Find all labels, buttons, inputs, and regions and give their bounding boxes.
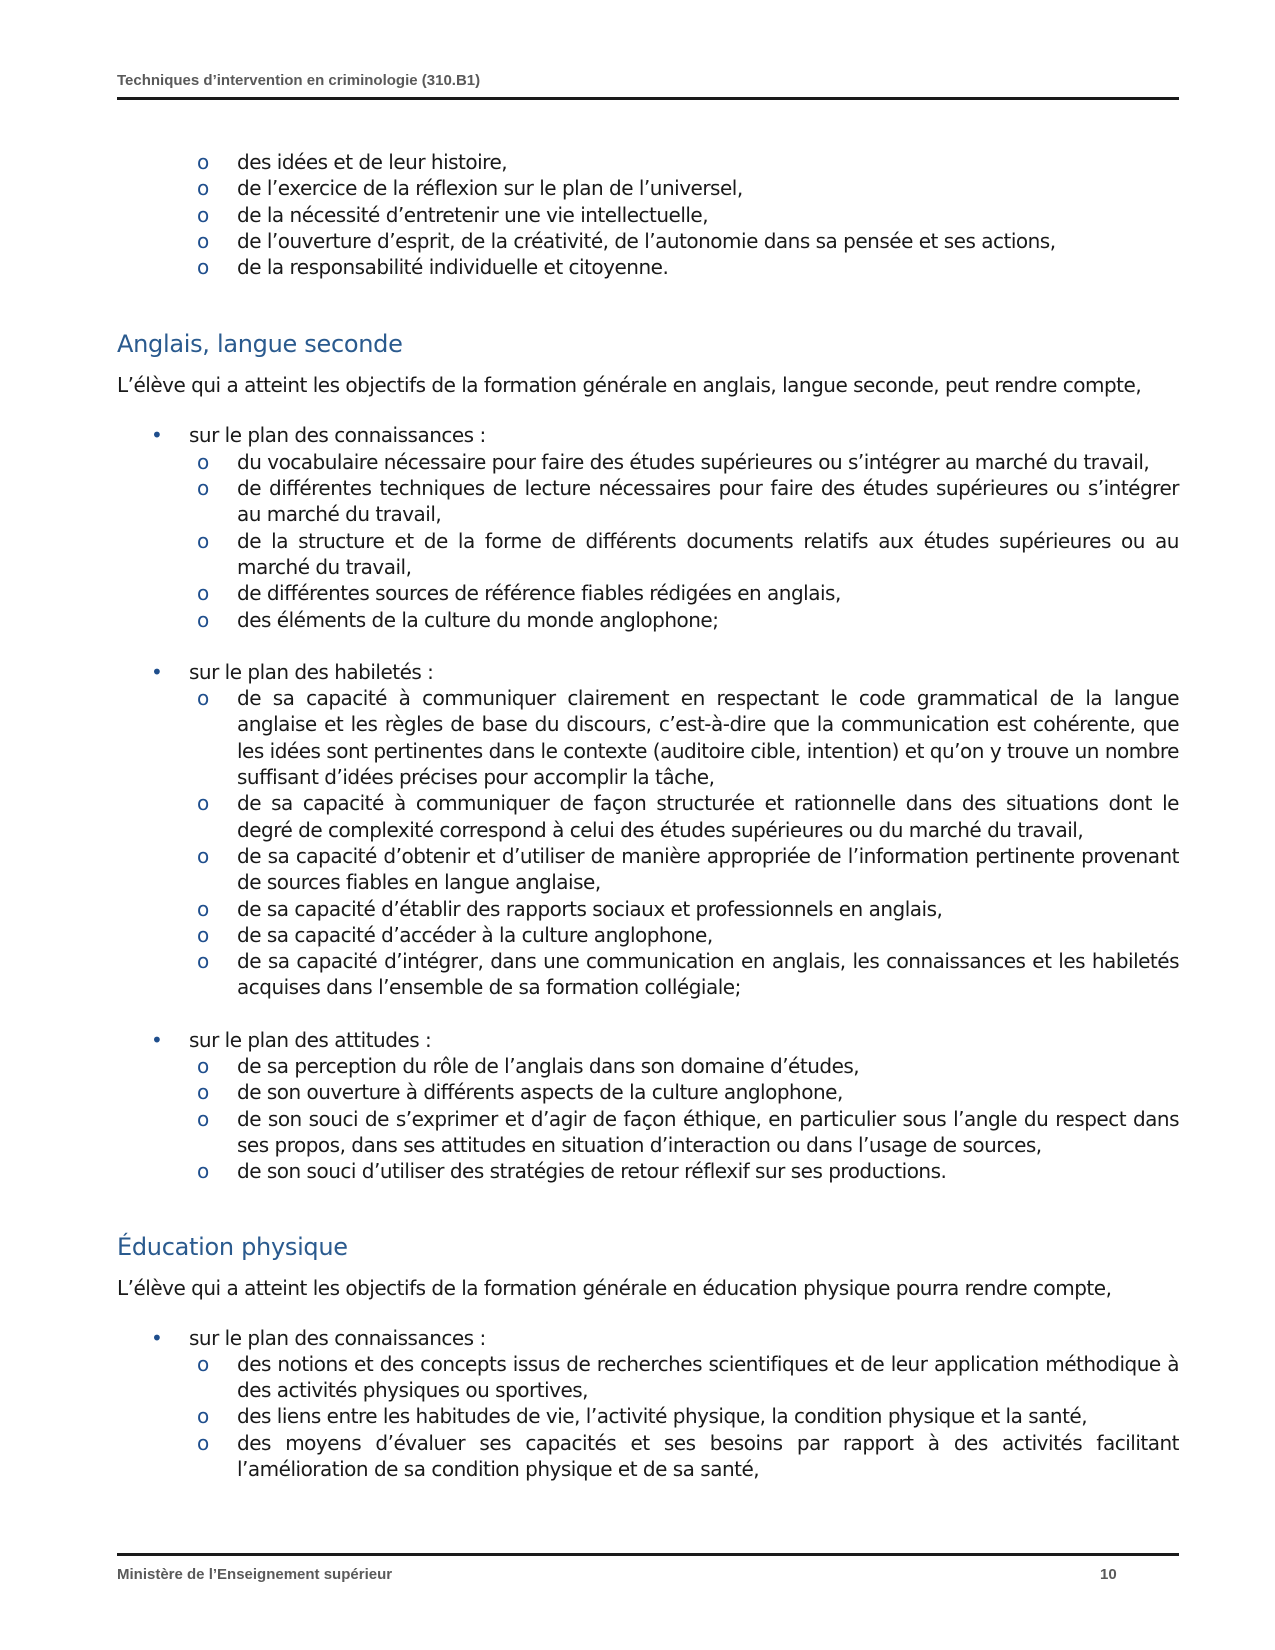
list-item: o de différentes techniques de lecture nécessaires pour faire des études supérieures ou s’intégrer au marché du travail, (237, 475, 1179, 528)
list-item: o de sa capacité d’obtenir et d’utiliser de manière appropriée de l’information pertinente provenant de sources fiables en langue anglaise, (237, 843, 1179, 896)
page-number: 10 (1100, 1566, 1117, 1583)
section-intro: L’élève qui a atteint les objectifs de la formation générale en anglais, langue seconde, peut rendre compte, (117, 373, 1142, 398)
sub-list (117, 1053, 1179, 1184)
list-item: o de la structure et de la forme de différents documents relatifs aux études supérieures ou au marché du travail, (237, 528, 1179, 581)
page-content (117, 149, 1179, 1482)
sub-list (117, 449, 1179, 633)
list-item: o des idées et de leur histoire, (237, 149, 1179, 175)
bullet-group (117, 659, 1179, 1001)
anglais-groups (117, 422, 1179, 1184)
education-groups (117, 1325, 1179, 1483)
bullet-group (117, 1325, 1179, 1483)
list-item: o de différentes sources de référence fiables rédigées en anglais, (237, 580, 1179, 606)
bullet-group (117, 1027, 1179, 1185)
list-item: o de l’exercice de la réflexion sur le plan de l’universel, (237, 175, 1179, 201)
list-item: o de son ouverture à différents aspects de la culture anglophone, (237, 1079, 1179, 1105)
list-item: o des notions et des concepts issus de recherches scientifiques et de leur application méthodique à des activités physiques ou sportives, (237, 1351, 1179, 1404)
page-footer (117, 1553, 1179, 1583)
bullet-label: • sur le plan des habiletés : (117, 659, 1179, 685)
list-item: o des éléments de la culture du monde anglophone; (237, 607, 1179, 633)
section-heading-anglais: Anglais, langue seconde (117, 330, 403, 359)
list-item: o de sa perception du rôle de l’anglais dans son domaine d’études, (237, 1053, 1179, 1079)
list-item: o du vocabulaire nécessaire pour faire des études supérieures ou s’intégrer au marché du travail, (237, 449, 1179, 475)
bullet-group (117, 422, 1179, 632)
bullet-label: • sur le plan des connaissances : (117, 1325, 1179, 1351)
list-item: o de son souci de s’exprimer et d’agir de façon éthique, en particulier sous l’angle du respect dans ses propos, dans ses attitudes en situation d’interaction ou dans l’usage de sources, (237, 1106, 1179, 1159)
page-header (117, 72, 1179, 100)
list-item: o de son souci d’utiliser des stratégies de retour réflexif sur ses productions. (237, 1158, 1179, 1184)
list-item: o des liens entre les habitudes de vie, l’activité physique, la condition physique et la santé, (237, 1403, 1179, 1429)
list-item: o de l’ouverture d’esprit, de la créativité, de l’autonomie dans sa pensée et ses actions, (237, 228, 1179, 254)
list-item: o de sa capacité d’accéder à la culture anglophone, (237, 922, 1179, 948)
continuation-list (117, 149, 1179, 280)
list-item: o des moyens d’évaluer ses capacités et ses besoins par rapport à des activités facilitant l’amélioration de sa condition physique et de sa santé, (237, 1430, 1179, 1483)
footer-ministry: Ministère de l’Enseignement supérieur (117, 1566, 393, 1583)
list-item: o de sa capacité d’intégrer, dans une communication en anglais, les connaissances et les habiletés acquises dans l’ensemble de sa formation collégiale; (237, 948, 1179, 1001)
bullet-label: • sur le plan des attitudes : (117, 1027, 1179, 1053)
list-item: o de sa capacité à communiquer de façon structurée et rationnelle dans des situations dont le degré de complexité correspond à celui des études supérieures ou du marché du travail, (237, 790, 1179, 843)
sub-list (117, 1351, 1179, 1482)
bullet-label: • sur le plan des connaissances : (117, 422, 1179, 448)
list-item: o de sa capacité d’établir des rapports sociaux et professionnels en anglais, (237, 896, 1179, 922)
section-heading-education-physique: Éducation physique (117, 1232, 348, 1261)
list-item: o de la responsabilité individuelle et citoyenne. (237, 254, 1179, 280)
sub-list (117, 685, 1179, 1001)
section-intro: L’élève qui a atteint les objectifs de la formation générale en éducation physique pourra rendre compte, (117, 1275, 1112, 1300)
list-item: o de la nécessité d’entretenir une vie intellectuelle, (237, 202, 1179, 228)
list-item: o de sa capacité à communiquer clairement en respectant le code grammatical de la langue anglaise et les règles de base du discours, c’est-à-dire que la communication est cohérente, que les idées sont pertinentes dans le contexte (auditoire cible, intention) et qu’on y trouve un nombre suffisant d’idées précises pour accomplir la tâche, (237, 685, 1179, 790)
document-title: Techniques d’intervention en criminologie (310.B1) (117, 72, 481, 89)
